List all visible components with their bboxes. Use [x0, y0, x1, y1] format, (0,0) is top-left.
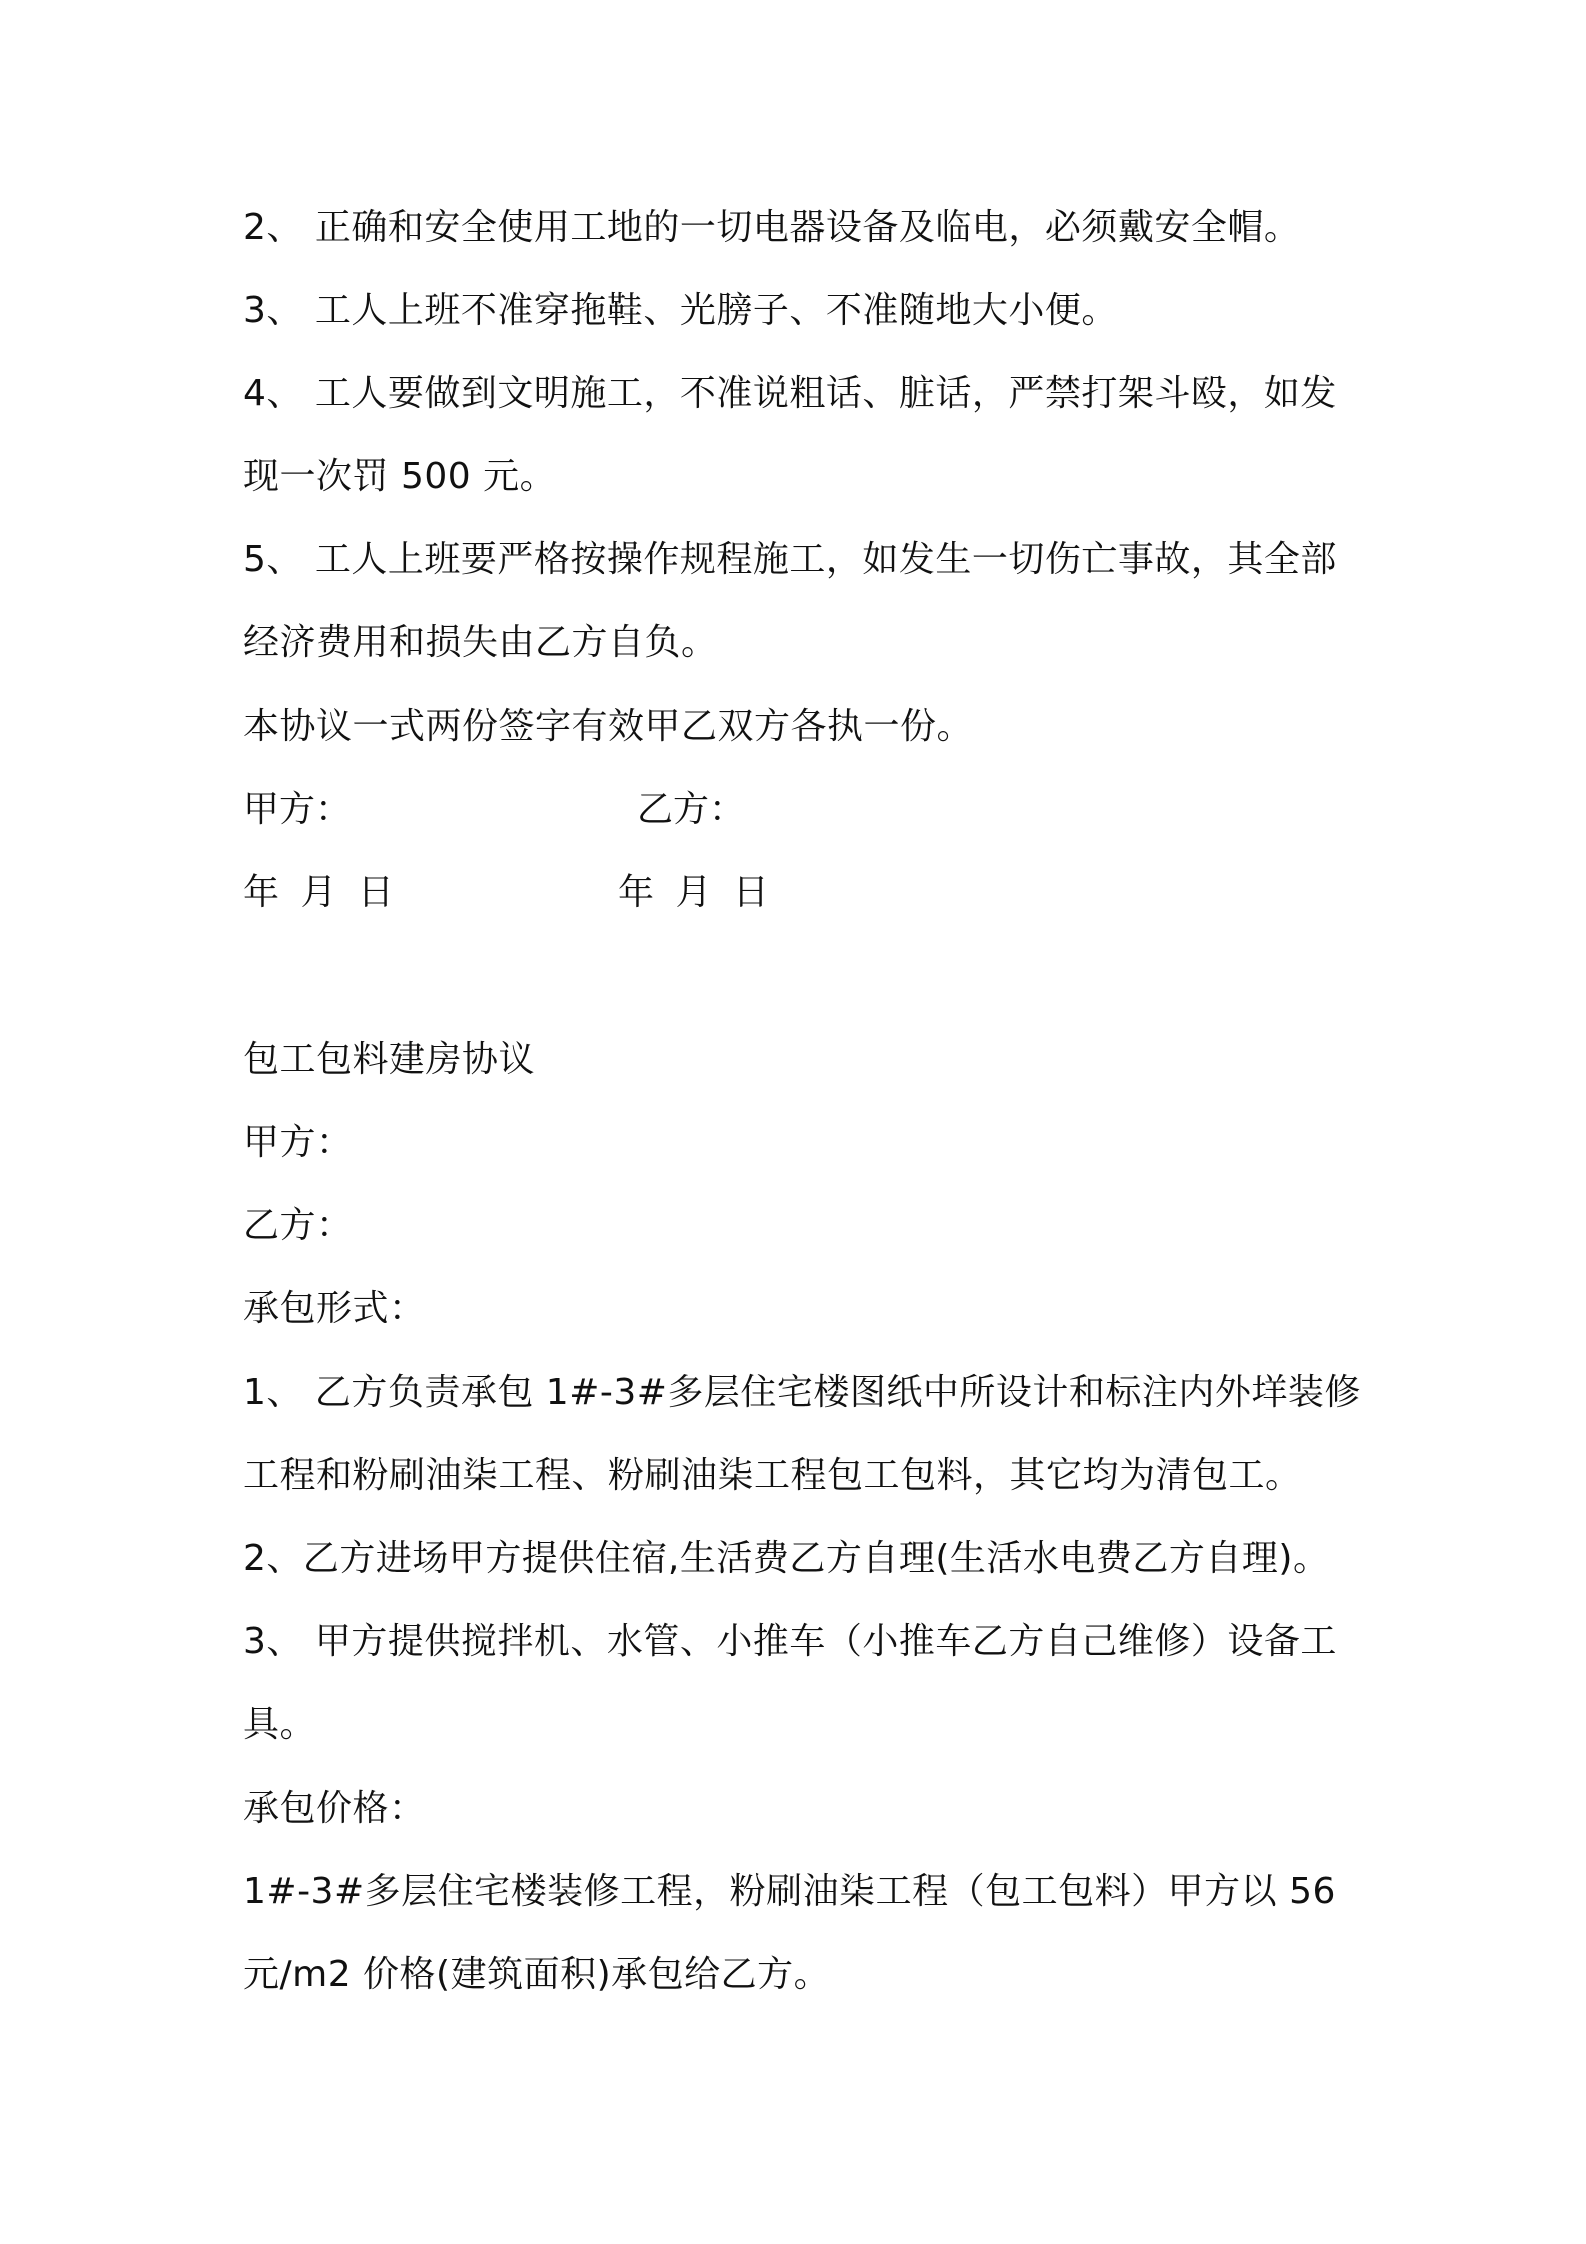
- rule-4-continuation: 现一次罚 500 元。: [243, 456, 557, 497]
- contract-form-item-1-continuation: 工程和粉刷油柒工程、粉刷油柒工程包工包料，其它均为清包工。: [243, 1455, 1302, 1496]
- contract-form-item-1: 1、 乙方负责承包 1#-3#多层住宅楼图纸中所设计和标注内外垟装修: [243, 1372, 1361, 1413]
- contract-form-item-2: 2、乙方进场甲方提供住宿,生活费乙方自理(生活水电费乙方自理)。: [243, 1538, 1330, 1579]
- signature-party-b-label: 乙方：: [637, 789, 746, 830]
- contract-form-item-3: 3、 甲方提供搅拌机、水管、小推车（小推车乙方自己维修）设备工: [243, 1621, 1337, 1662]
- second-party-a-label: 甲方：: [243, 1122, 353, 1163]
- rule-3-line: 3、 工人上班不准穿拖鞋、光膀子、不准随地大小便。: [243, 290, 1118, 331]
- rule-5-continuation: 经济费用和损失由乙方自负。: [243, 622, 718, 663]
- signature-date-b: 年 月 日: [618, 872, 769, 913]
- rule-2-line: 2、 正确和安全使用工地的一切电器设备及临电，必须戴安全帽。: [243, 207, 1301, 248]
- signature-date-a: 年 月 日: [243, 872, 394, 913]
- price-line-1: 1#-3#多层住宅楼装修工程，粉刷油柒工程（包工包料）甲方以 56: [243, 1871, 1336, 1912]
- rule-4-line: 4、 工人要做到文明施工，不准说粗话、脏话，严禁打架斗殴，如发: [243, 373, 1337, 414]
- contract-form-item-3-continuation: 具。: [243, 1704, 317, 1745]
- agreement-copies-note: 本协议一式两份签字有效甲乙双方各执一份。: [243, 706, 974, 747]
- second-agreement-title: 包工包料建房协议: [243, 1039, 536, 1080]
- price-heading: 承包价格：: [243, 1788, 426, 1829]
- contract-form-heading: 承包形式：: [243, 1288, 426, 1329]
- rule-5-line: 5、 工人上班要严格按操作规程施工，如发生一切伤亡事故，其全部: [243, 539, 1337, 580]
- price-line-2: 元/m2 价格(建筑面积)承包给乙方。: [243, 1954, 831, 1995]
- signature-party-a-label: 甲方：: [243, 789, 352, 830]
- second-party-b-label: 乙方：: [243, 1205, 353, 1246]
